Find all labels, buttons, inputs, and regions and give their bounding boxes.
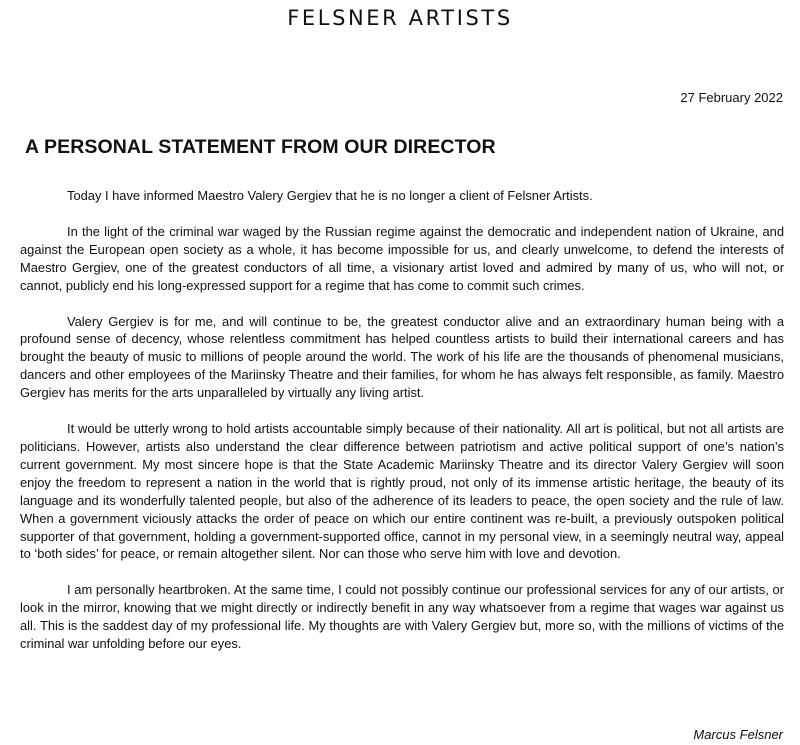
- statement-body: [20, 187, 784, 671]
- paragraph-4: It would be utterly wrong to hold artists accountable simply because of their nationality. All art is political, but not all artists are politicians. However, artists also understand the clear difference between patriotism and active political support of one’s nation’s current government. My most sincere hope is that the State Academic Mariinsky Theatre and its director Valery Gergiev will soon enjoy the freedom to represent a nation in the world that is rightly proud, not only of its immense artistic heritage, the beauty of its language and its wonderfully talented people, but also of the adherence of its leaders to peace, the open society and the rule of law. When a government viciously attacks the order of peace on which our entire continent was re-built, a previously outspoken political supporter of that government, holding a government-supported office, cannot in my personal view, in a seemingly neutral way, appeal to ‘both sides’ for peace, or remain altogether silent. Nor can those who serve him with love and devotion.: [20, 421, 784, 562]
- document-title: A PERSONAL STATEMENT FROM OUR DIRECTOR: [25, 136, 496, 158]
- signature: Marcus Felsner: [693, 727, 783, 742]
- paragraph-3: Valery Gergiev is for me, and will continue to be, the greatest conductor alive and an extraordinary human being with a profound sense of decency, whose relentless commitment has helped countless artists to build their international careers and has brought the beauty of music to millions of people around the world. The work of his life are the thousands of phenomenal musicians, dancers and other employees of the Mariinsky Theatre and their families, for whom he has always felt responsible, as family. Maestro Gergiev has merits for the arts unparalleled by virtually any living artist.: [20, 313, 784, 401]
- paragraph-5: I am personally heartbroken. At the same time, I could not possibly continue our professional services for any of our artists, or look in the mirror, knowing that we might directly or indirectly benefit in any way whatsoever from a regime that wages war against us all. This is the saddest day of my professional life. My thoughts are with Valery Gergiev but, more so, with the millions of victims of the criminal war unfolding before our eyes.: [20, 582, 784, 652]
- paragraph-2: In the light of the criminal war waged by the Russian regime against the democratic and independent nation of Ukraine, and against the European open society as a whole, it has become impossible for us, and clearly unwelcome, to defend the interests of Maestro Gergiev, one of the greatest conductors of all time, a visionary artist loved and admired by many of us, who will not, or cannot, publicly end his long-expressed support for a regime that has come to commit such crimes.: [20, 223, 784, 293]
- letterhead-logo: FELSNER ARTISTS: [287, 6, 513, 30]
- paragraph-1: Today I have informed Maestro Valery Gergiev that he is no longer a client of Felsner Artists.: [67, 188, 593, 203]
- statement-date: 27 February 2022: [680, 90, 783, 105]
